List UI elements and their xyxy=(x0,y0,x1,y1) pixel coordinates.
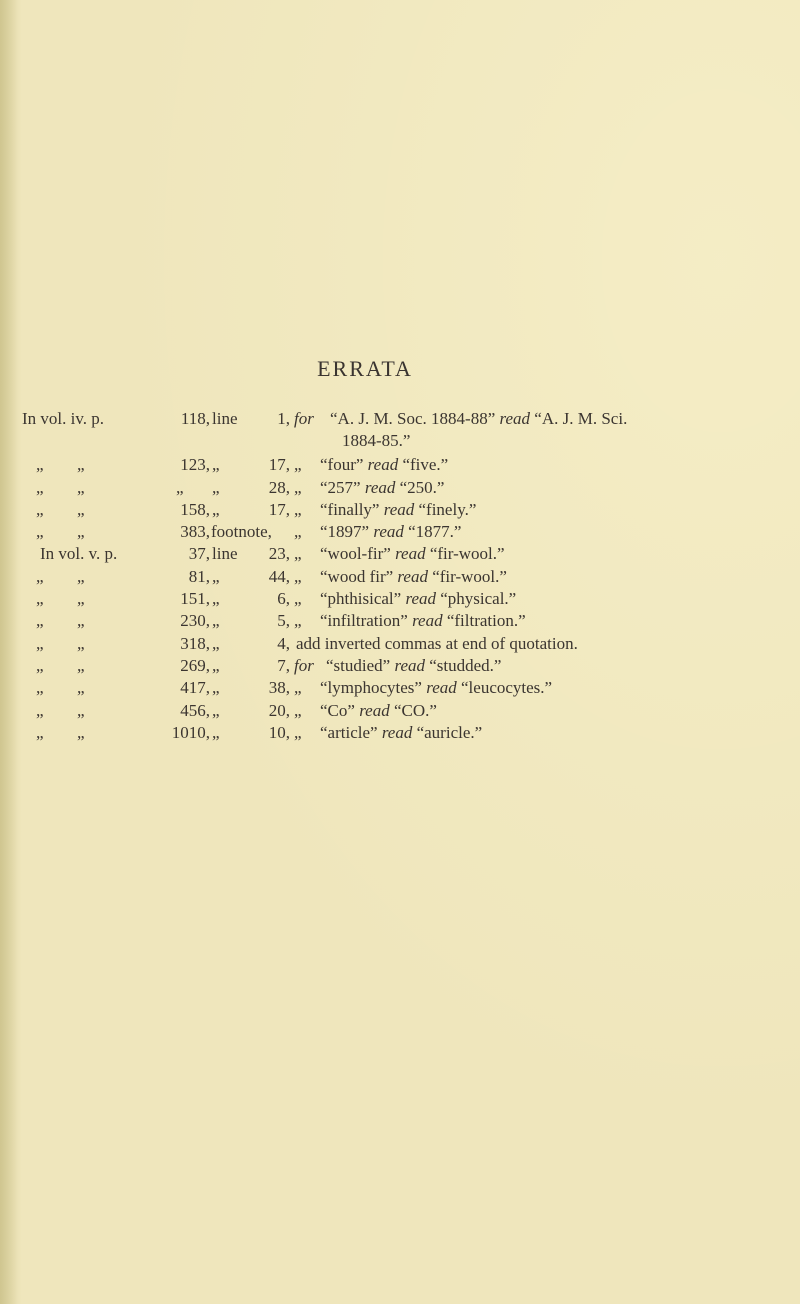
errata-title: ERRATA xyxy=(317,356,413,381)
read-word: read xyxy=(364,477,396,497)
errata-entry xyxy=(0,454,800,476)
original-text: “257” xyxy=(320,477,361,497)
errata-entry xyxy=(0,700,800,722)
ditto-mark: „ xyxy=(77,477,85,497)
ditto-mark: „ xyxy=(294,678,302,698)
page-number: 230, xyxy=(180,611,210,631)
line-word: „ xyxy=(212,633,220,653)
read-word: read xyxy=(412,611,443,631)
line-word: „ xyxy=(212,566,220,586)
page-number: 318, xyxy=(180,633,210,653)
for-word: for xyxy=(294,655,314,675)
line-word: „ xyxy=(212,700,220,720)
line-number: 7, xyxy=(277,655,290,675)
volume-reference: In vol. iv. p. xyxy=(22,409,105,428)
line-word: „ xyxy=(212,722,220,742)
line-word: „ xyxy=(212,455,220,475)
corrected-text: “A. J. M. Sci. xyxy=(534,409,628,428)
line-number: 28, xyxy=(268,477,290,497)
line-word: line xyxy=(212,544,238,564)
page-number: 123, xyxy=(180,455,210,475)
corrected-text: “fir-wool.” xyxy=(429,544,505,564)
ditto-mark: „ xyxy=(77,455,85,475)
ditto-mark: „ xyxy=(294,477,302,497)
correction-text xyxy=(330,408,627,430)
ditto-mark: „ xyxy=(77,566,85,586)
errata-entry xyxy=(0,499,800,521)
ditto-mark: „ xyxy=(77,722,85,742)
ditto-mark: „ xyxy=(36,522,44,542)
ditto-mark: „ xyxy=(294,700,302,720)
read-word: read xyxy=(426,678,457,698)
ditto-mark: „ xyxy=(77,522,85,542)
errata-entry xyxy=(0,610,800,632)
corrected-text: “five.” xyxy=(402,455,449,475)
ditto-mark: „ xyxy=(294,722,302,742)
page-number: 1010, xyxy=(171,722,210,742)
errata-entry xyxy=(0,566,800,588)
errata-entry xyxy=(0,477,800,499)
original-text: “Co” xyxy=(320,700,355,720)
read-word: read xyxy=(397,566,428,586)
ditto-mark: „ xyxy=(294,589,302,609)
correction-text xyxy=(320,722,482,744)
correction-text xyxy=(320,700,437,722)
original-text: “A. J. M. Soc. 1884-88” xyxy=(330,409,496,428)
correction-text xyxy=(320,477,444,499)
page-number: 456, xyxy=(180,700,210,720)
original-text: “lymphocytes” xyxy=(320,678,422,698)
errata-entry xyxy=(0,521,800,543)
line-number: 23, xyxy=(268,544,290,564)
ditto-mark: „ xyxy=(77,611,85,631)
line-number: 5, xyxy=(277,611,290,631)
ditto-mark: „ xyxy=(77,499,85,519)
ditto-mark: „ xyxy=(36,455,44,475)
ditto-mark: „ xyxy=(36,655,44,675)
corrected-text: “finely.” xyxy=(418,499,477,519)
line-word: „ xyxy=(212,678,220,698)
read-word: read xyxy=(373,522,404,542)
correction-text xyxy=(320,521,461,543)
page-ditto: „ xyxy=(176,477,184,497)
correction-text xyxy=(320,543,505,565)
line-number: 4, xyxy=(277,633,290,653)
errata-entry-continuation xyxy=(0,430,800,454)
original-text: “phthisical” xyxy=(320,589,402,609)
line-word: „ xyxy=(212,611,220,631)
errata-entry xyxy=(0,677,800,699)
ditto-mark: „ xyxy=(36,589,44,609)
read-word: read xyxy=(381,722,413,742)
line-number: 1, xyxy=(277,409,290,428)
errata-entry xyxy=(0,655,800,677)
ditto-mark: „ xyxy=(294,455,302,475)
page-number: 158, xyxy=(180,499,210,519)
ditto-mark: „ xyxy=(36,477,44,497)
line-number: 17, xyxy=(268,455,290,475)
ditto-mark: „ xyxy=(77,655,85,675)
read-word: read xyxy=(405,589,436,609)
corrected-text: “studded.” xyxy=(429,655,502,675)
line-number: 10, xyxy=(268,722,290,742)
read-word: read xyxy=(367,455,399,475)
ditto-mark: „ xyxy=(36,611,44,631)
correction-text xyxy=(320,499,476,521)
corrected-text: “250.” xyxy=(399,477,445,497)
ditto-mark: „ xyxy=(36,722,44,742)
line-word: line xyxy=(212,409,238,428)
continuation-text: 1884-85.” xyxy=(342,431,411,451)
page-number: 81, xyxy=(188,566,210,586)
read-word: read xyxy=(359,700,390,720)
line-number: 38, xyxy=(268,678,290,698)
original-text: “studied” xyxy=(326,655,391,675)
ditto-mark: „ xyxy=(36,499,44,519)
correction-text xyxy=(320,454,448,476)
ditto-mark: „ xyxy=(294,611,302,631)
errata-entry xyxy=(0,543,800,565)
page-number: 269, xyxy=(180,655,210,675)
for-word: for xyxy=(294,409,314,428)
line-number: 6, xyxy=(277,589,290,609)
read-word: read xyxy=(499,409,531,428)
ditto-mark: „ xyxy=(294,499,302,519)
errata-entry xyxy=(0,722,800,744)
ditto-mark: „ xyxy=(294,522,302,542)
corrected-text: “auricle.” xyxy=(416,722,483,742)
page-number: 151, xyxy=(180,589,210,609)
ditto-mark: „ xyxy=(36,678,44,698)
original-text: “four” xyxy=(320,455,364,475)
line-word: „ xyxy=(212,589,220,609)
correction-text xyxy=(320,566,507,588)
original-text: “wool-fir” xyxy=(320,544,391,564)
errata-entry xyxy=(0,408,800,430)
ditto-mark: „ xyxy=(36,633,44,653)
page-number: 417, xyxy=(180,678,210,698)
volume-reference: In vol. v. p. xyxy=(40,544,118,564)
corrected-text: “physical.” xyxy=(440,589,517,609)
ditto-mark: „ xyxy=(77,589,85,609)
page-number: 37, xyxy=(188,544,210,564)
corrected-text: “leucocytes.” xyxy=(461,678,553,698)
line-number: 20, xyxy=(268,700,290,720)
line-number: 17, xyxy=(268,499,290,519)
page-number: 118, xyxy=(180,409,210,428)
errata-list xyxy=(0,408,800,744)
ditto-mark: „ xyxy=(77,678,85,698)
line-number: 44, xyxy=(268,566,290,586)
line-word: „ xyxy=(212,499,220,519)
original-text: “wood fir” xyxy=(320,566,394,586)
ditto-mark: „ xyxy=(36,566,44,586)
footnote-word: footnote, xyxy=(211,522,272,542)
correction-text xyxy=(320,588,516,610)
corrected-text: “fir-wool.” xyxy=(432,566,507,586)
errata-entry xyxy=(0,588,800,610)
correction-text xyxy=(326,655,501,677)
line-word: „ xyxy=(212,477,220,497)
read-word: read xyxy=(383,499,415,519)
errata-entry xyxy=(0,633,800,655)
correction-text xyxy=(320,677,552,699)
original-text: “article” xyxy=(320,722,378,742)
ditto-mark: „ xyxy=(36,700,44,720)
original-text: “infiltration” xyxy=(320,611,408,631)
correction-text xyxy=(320,610,526,632)
page-number: 383, xyxy=(180,522,210,542)
ditto-mark: „ xyxy=(294,566,302,586)
correction-note: add inverted commas at end of quotation. xyxy=(296,633,578,653)
ditto-mark: „ xyxy=(77,700,85,720)
corrected-text: “1877.” xyxy=(408,522,462,542)
read-word: read xyxy=(395,544,426,564)
ditto-mark: „ xyxy=(77,633,85,653)
read-word: read xyxy=(394,655,425,675)
original-text: “finally” xyxy=(320,499,380,519)
line-word: „ xyxy=(212,655,220,675)
corrected-text: “CO.” xyxy=(393,700,437,720)
ditto-mark: „ xyxy=(294,544,302,564)
corrected-text: “filtration.” xyxy=(446,611,526,631)
original-text: “1897” xyxy=(320,522,370,542)
